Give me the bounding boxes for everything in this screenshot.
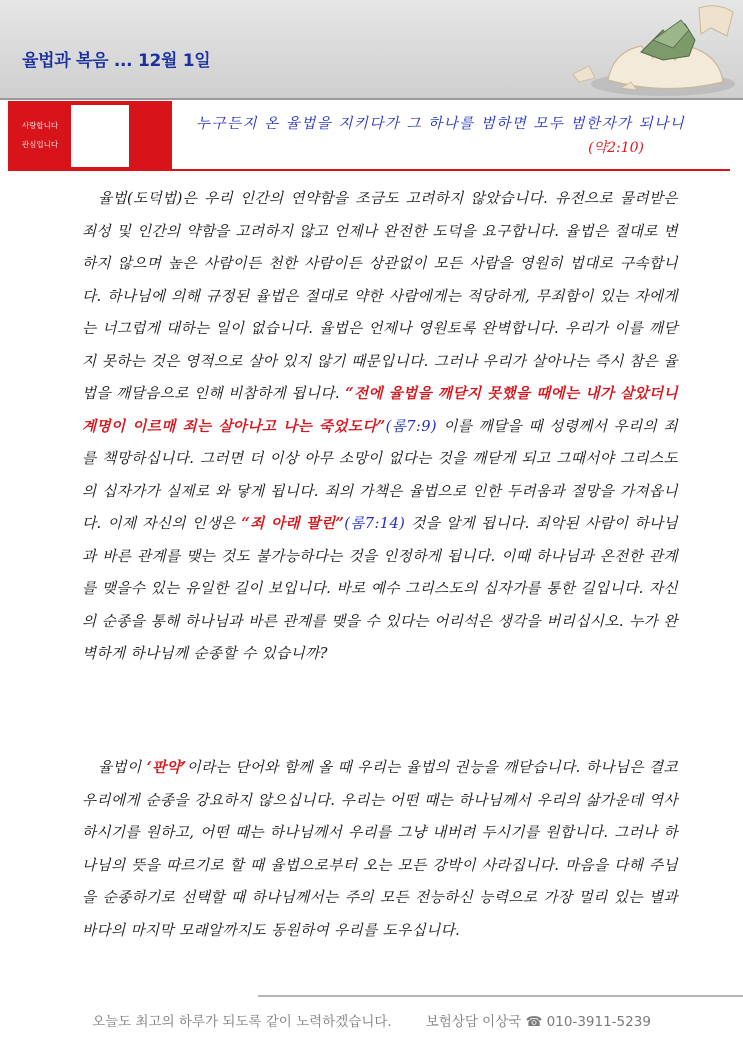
- paragraph-2: [82, 752, 678, 947]
- tag-box: [8, 101, 172, 171]
- key-verse-reference: (약2:10): [588, 140, 644, 156]
- broken-eggshell-money-illustration: [513, 0, 743, 98]
- quote-romans-7-14: “죄 아래 팔린”: [241, 515, 345, 532]
- paragraph-2-text-a: 율법이: [98, 759, 147, 776]
- photo-placeholder: [71, 105, 129, 167]
- page-header: [0, 0, 743, 98]
- tag-text: [12, 116, 68, 154]
- header-divider: [0, 98, 743, 100]
- paragraph-1-text-b: 이를 깨달을 때 성령께서 우리의 죄를 책망하십니다. 그러면 더 이상 아무 소망이 없다는 것을 깨닫게 되고 그때서야 그리스도의 십자가가 실제로 와 닿게 됩니다. 죄의 가책은 율법으로 인한 두려움과 절망을 가져옵니다. 이제 자신의 인생은: [82, 417, 678, 532]
- page-footer: [0, 1010, 743, 1030]
- quote-romans-7-9: “전에 율법을 깨닫지 못했을 때에는 내가 살았더니 계명이 이르매 죄는 살아나고 나는 죽었도다”: [82, 385, 678, 435]
- paragraph-2-text-b: 이라는 단어와 함께 올 때 우리는 율법의 권능을 깨닫습니다. 하나님은 결코 우리에게 순종을 강요하지 않으십니다. 우리는 어떤 때는 하나님께서 우리의 삶가운데 역사하시기를 원하고, 어떤 때는 하나님께서 우리를 그냥 내버려 두시기를 원합니다. 그러나 하나님의 뜻을 따르기로 할 때 율법으로부터 오는 모든 강박이 사라집니다. 마음을 다해 주님을 순종하기로 선택할 때 하나님께서는 주의 모든 전능하신 능력으로 가장 멀리 있는 별과 바다의 마지막 모래알까지도 동원하여 우리를 도우십니다.: [82, 759, 678, 939]
- key-verse: 누구든지 온 율법을 지키다가 그 하나를 범하면 모두 범한자가 되나니: [196, 116, 686, 132]
- footer-contact: 보험상담 이상국 ☎ 010-3911-5239: [425, 1014, 651, 1030]
- footer-slogan: 오늘도 최고의 하루가 되도록 같이 노력하겠습니다.: [92, 1014, 392, 1030]
- tag-line-2: 관심입니다: [21, 140, 59, 149]
- paragraph-1: [82, 183, 678, 671]
- paragraph-1-text-a: 율법(도덕법)은 우리 인간의 연약함을 조금도 고려하지 않았습니다. 유전으로 물려받은 죄성 및 인간의 약함을 고려하지 않고 언제나 완전한 도덕을 요구합니다. 율법은 절대로 변하지 않으며 높은 사람이든 천한 사람이든 상관없이 모든 사람을 영원히 법대로 구속합니다. 하나님에 의해 규정된 율법은 절대로 약한 사람에게는 적당하게, 무죄함이 있는 자에게는 너그럽게 대하는 일이 없습니다. 율법은 언제나 영원토록 완벽합니다. 우리가 이를 깨닫지 못하는 것은 영적으로 살아 있지 않기 때문입니다. 그러나 우리가 살아나는 즉시 참은 율법을 깨달음으로 인해 비참하게 됩니다.: [82, 190, 678, 402]
- paragraph-1-text-c: 것을 알게 됩니다. 죄악된 사람이 하나님과 바른 관계를 맺는 것도 불가능하다는 것을 인정하게 됩니다. 이때 하나님과 온전한 관계를 맺을수 있는 유일한 길이 보입니다. 바로 예수 그리스도의 십자가를 통한 길입니다. 자신의 순종을 통해 하나님과 바른 관계를 맺을 수 있다는 어리석은 생각을 버리십시오. 누가 완벽하게 하나님께 순종할 수 있습니까?: [82, 515, 678, 662]
- ref-romans-7-9: (롬7:9): [385, 417, 438, 435]
- ref-romans-7-14: (롬7:14): [344, 515, 406, 532]
- page-title: 율법과 복음 ... 12월 1일: [22, 51, 211, 71]
- verse-banner: [8, 101, 730, 173]
- banner-underline: [172, 169, 730, 171]
- footer-divider: [258, 995, 743, 997]
- tag-line-1: 사랑합니다: [21, 121, 59, 130]
- highlight-word: ‘판약’: [146, 759, 187, 776]
